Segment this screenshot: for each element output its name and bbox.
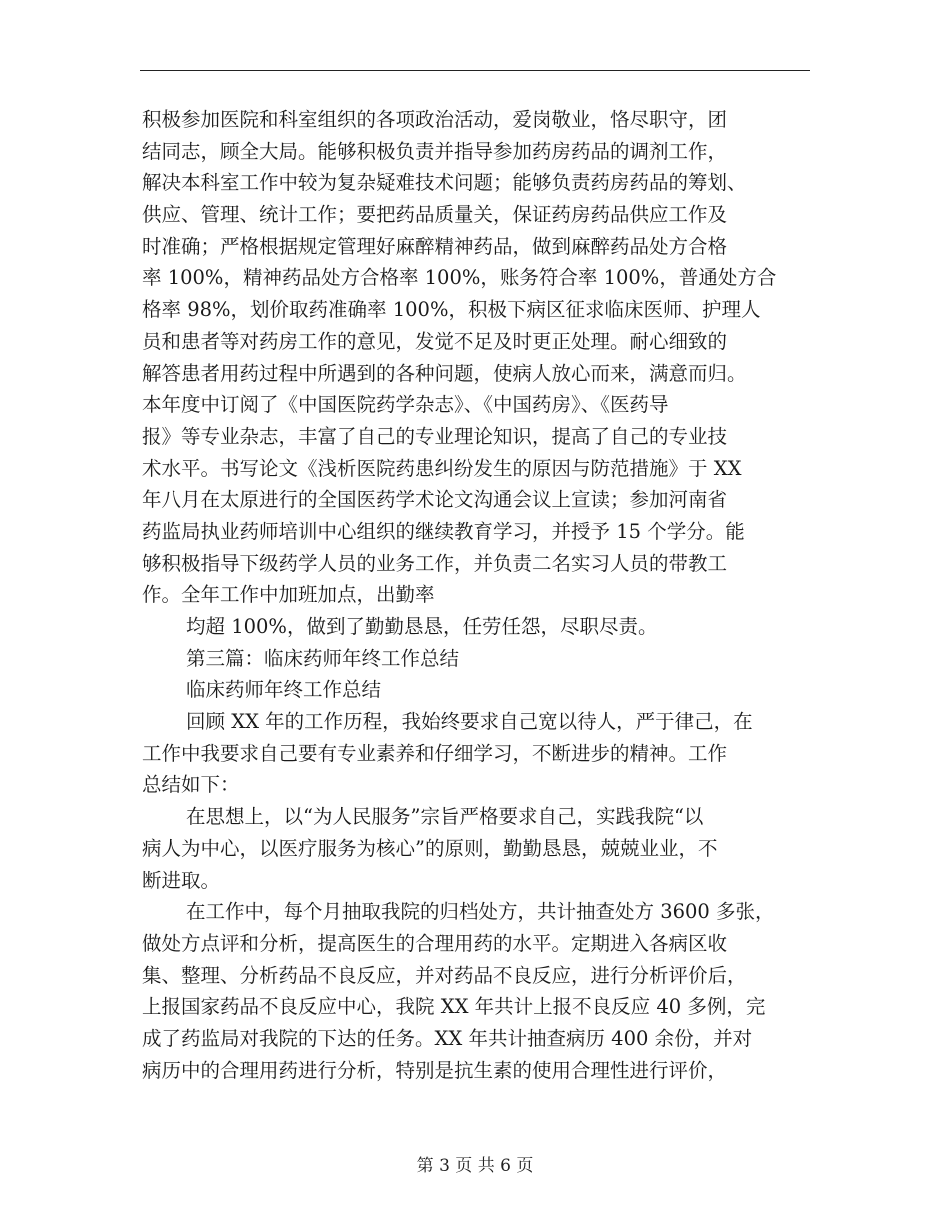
text-line: 病人为中心，以医疗服务为核心”的原则，勤勤恳恳，兢兢业业，不 [142, 836, 718, 860]
document-body [142, 104, 812, 1086]
text-line: 做处方点评和分析，提高医生的合理用药的水平。定期进入各病区收 [142, 931, 728, 955]
text-line: 均超 100%，做到了勤勤恳恳，任劳任怨，尽职尽责。 [186, 615, 658, 638]
text-line: 格率 98%，划价取药准确率 100%，积极下病区征求临床医师、护理人 [142, 298, 761, 322]
text-line: 报》等专业杂志，丰富了自己的专业理论知识，提高了自己的专业技 [142, 424, 728, 448]
text-line: 本年度中订阅了《中国医院药学杂志》、《中国药房》、《医药导 [142, 393, 669, 417]
text-line: 年八月在太原进行的全国医药学术论文沟通会议上宣读；参加河南省 [142, 488, 728, 512]
text-line: 成了药监局对我院的下达的任务。XX 年共计抽查病历 400 余份，并对 [142, 1026, 753, 1050]
text-line: 药监局执业药师培训中心组织的继续教育学习，并授予 15 个学分。能 [142, 519, 745, 543]
header-rule [140, 70, 810, 71]
text-line: 作。全年工作中加班加点，出勤率 [142, 583, 435, 607]
text-line: 解决本科室工作中较为复杂疑难技术问题；能够负责药房药品的筹划、 [142, 171, 747, 195]
page-number: 第 3 页 共 6 页 [416, 1156, 534, 1176]
text-line: 供应、管理、统计工作；要把药品质量关，保证药房药品供应工作及 [142, 203, 728, 227]
text-line: 总结如下： [142, 773, 240, 797]
text-line: 员和患者等对药房工作的意见，发觉不足及时更正处理。耐心细致的 [142, 329, 728, 353]
text-line: 上报国家药品不良反应中心，我院 XX 年共计上报不良反应 40 多例，完 [142, 995, 766, 1019]
text-line: 时准确；严格根据规定管理好麻醉精神药品，做到麻醉药品处方合格 [142, 234, 728, 258]
text-line: 回顾 XX 年的工作历程，我始终要求自己宽以待人，严于律己，在 [186, 710, 753, 734]
text-line: 在工作中，每个月抽取我院的归档处方，共计抽查处方 3600 多张， [186, 900, 775, 924]
text-line: 率 100%，精神药品处方合格率 100%，账务符合率 100%，普通处方合 [142, 266, 777, 290]
text-line: 积极参加医院和科室组织的各项政治活动，爱岗敬业，恪尽职守，团 [142, 108, 728, 131]
text-line: 病历中的合理用药进行分析，特别是抗生素的使用合理性进行评价， [142, 1058, 728, 1082]
document-title: 临床药师年终工作总结 [186, 678, 382, 702]
text-line: 解答患者用药过程中所遇到的各种问题，使病人放心而来，满意而归。 [142, 361, 747, 385]
text-line: 工作中我要求自己要有专业素养和仔细学习，不断进步的精神。工作 [142, 741, 728, 765]
text-line: 结同志，顾全大局。能够积极负责并指导参加药房药品的调剂工作， [142, 139, 728, 163]
text-line: 在思想上，以“为人民服务”宗旨严格要求自己，实践我院“以 [186, 805, 704, 829]
text-line: 断进取。 [142, 868, 221, 892]
section-heading: 第三篇：临床药师年终工作总结 [186, 646, 460, 670]
text-line: 术水平。书写论文《浅析医院药患纠纷发生的原因与防范措施》于 XX [142, 456, 742, 480]
text-line: 够积极指导下级药学人员的业务工作，并负责二名实习人员的带教工 [142, 551, 728, 575]
text-line: 集、整理、分析药品不良反应，并对药品不良反应，进行分析评价后， [142, 963, 747, 987]
